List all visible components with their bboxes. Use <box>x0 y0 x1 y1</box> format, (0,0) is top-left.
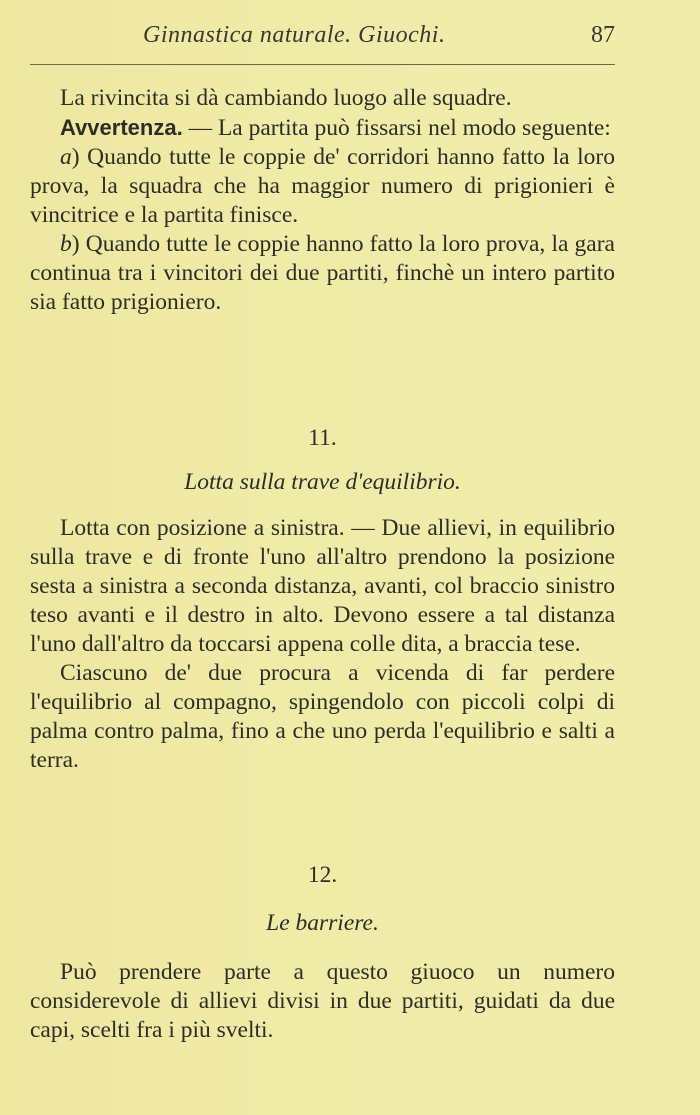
section-12-number: 12. <box>307 862 338 888</box>
avvertenza-text: — La partita può fissarsi nel modo seguente: <box>182 115 611 141</box>
item-b-marker: b <box>60 231 72 257</box>
running-title: Ginnastica naturale. Giuochi. <box>143 22 446 48</box>
section-11-body <box>30 514 615 775</box>
item-b-text: ) Quando tutte le coppie hanno fatto la loro prova, la gara continua tra i vincitori dei due partiti, finchè un intero partito sia fatto prigioniero. <box>30 231 615 315</box>
section-11-paragraph-2: Ciascuno de' due procura a vicenda di far perdere l'equilibrio al compagno, spingendolo con piccoli colpi di palma contro palma, fino a che uno perda l'equilibrio e salti a terra. <box>30 660 615 773</box>
continued-text-block <box>30 84 615 317</box>
section-12-title: Le barriere. <box>266 910 379 936</box>
running-header <box>30 18 615 58</box>
item-a-paragraph <box>30 143 615 230</box>
item-b-paragraph <box>30 230 615 317</box>
rivincita-paragraph: La rivincita si dà cambiando luogo alle squadre. <box>60 85 512 111</box>
page-number: 87 <box>591 22 615 48</box>
item-a-marker: a <box>60 144 72 170</box>
section-12-body <box>30 958 615 1045</box>
section-11-title: Lotta sulla trave d'equilibrio. <box>184 469 461 495</box>
section-12-paragraph-1: Può prendere parte a questo giuoco un numero considerevole di allievi divisi in due partiti, guidati da due capi, scelti fra i più svelti. <box>30 959 615 1043</box>
avvertenza-paragraph <box>30 113 615 143</box>
header-rule <box>30 64 615 65</box>
avvertenza-label: Avvertenza. <box>60 115 183 140</box>
section-11-number: 11. <box>308 425 337 451</box>
section-11-paragraph-1: Lotta con posizione a sinistra. — Due allievi, in equilibrio sulla trave e di fronte l'uno all'altro prendono la posizione sesta a sinistra a seconda distanza, avanti, col braccio sinistro teso avanti e il destro in alto. Devono essere a tal distanza l'uno dall'altro da toccarsi appena colle dita, a braccia tese. <box>30 515 615 657</box>
item-a-text: ) Quando tutte le coppie de' corridori hanno fatto la loro prova, la squadra che ha maggior numero di prigionieri è vincitrice e la partita finisce. <box>30 144 615 228</box>
